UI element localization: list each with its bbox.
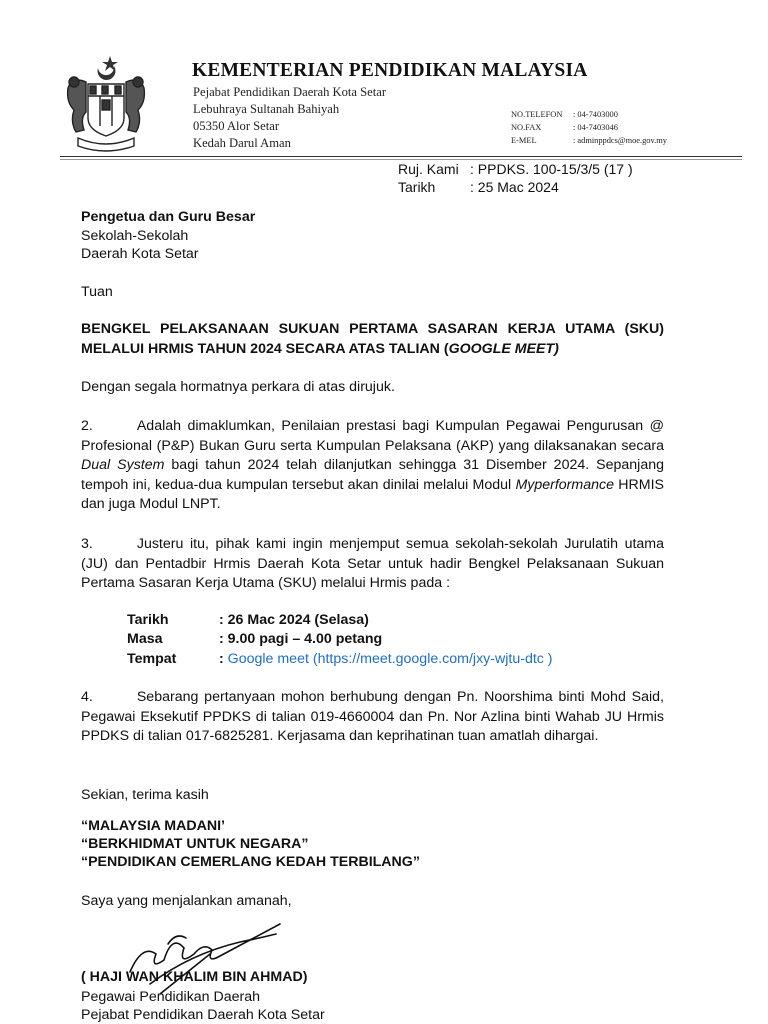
detail-value: : 9.00 pagi – 4.00 petang — [219, 631, 383, 647]
slogan-3: “PENDIDIKAN CEMERLANG KEDAH TERBILANG” — [81, 854, 420, 870]
address-line-3: 05350 Alor Setar — [193, 119, 280, 133]
signoff-line: Saya yang menjalankan amanah, — [81, 893, 292, 909]
detail-place-row — [127, 651, 553, 667]
paragraph-number: 4. — [81, 689, 93, 705]
contact-value: : adminppdcs@moe.gov.my — [573, 136, 667, 145]
ministry-name: KEMENTERIAN PENDIDIKAN MALAYSIA — [192, 60, 588, 81]
contact-fax — [511, 123, 711, 132]
address-line-2: Lebuhraya Sultanah Bahiyah — [193, 102, 340, 116]
paragraph-3-text: Justeru itu, pihak kami ingin menjemput semua sekolah-sekolah Jurulatih utama (JU) dan Pentadbir Hrmis Daerah Kota Setar untuk hadir Bengkel Pelaksanaan Sukuan Pertama Sasaran Kerja Utama (SKU) melalui Hrmis pada : — [81, 536, 664, 592]
signatory-title: Pegawai Pendidikan Daerah — [81, 989, 261, 1005]
paragraph-2-part-1: Adalah dimaklumkan, Penilaian prestasi bagi Kumpulan Pegawai Pengurusan @ Profesional (P&P) Bukan Guru serta Kumpulan Pelaksana (AKP) yang dilaksanakan secara — [81, 418, 664, 454]
subject-heading — [81, 320, 664, 359]
coat-of-arms-icon — [58, 52, 154, 156]
contact-email — [511, 136, 711, 145]
paragraph-4-text: Sebarang pertanyaan mohon berhubung dengan Pn. Noorshima binti Mohd Said, Pegawai Eksekutif PPDKS di talian 019-4660004 dan Pn. Nor Azlina binti Wahab JU Hrmis PPDKS di talian 017-6825281. Kerjasama dan keprihatinan tuan amatlah dihargai. — [81, 689, 664, 745]
detail-date-row — [127, 612, 369, 628]
detail-label: Tarikh — [127, 612, 169, 628]
subject-italic: GOOGLE MEET) — [448, 340, 559, 357]
detail-label: Tempat — [127, 651, 177, 667]
ref-value: : PPDKS. 100-15/3/5 (17 ) — [470, 161, 633, 177]
letterhead-divider-thin — [60, 159, 742, 160]
paragraph-2-italic-1: Dual System — [81, 457, 165, 474]
recipient-line-3: Daerah Kota Setar — [81, 246, 199, 262]
recipient-line-1: Pengetua dan Guru Besar — [81, 209, 256, 225]
contact-label: NO.TELEFON — [511, 110, 563, 119]
slogan-1: “MALAYSIA MADANI’ — [81, 818, 225, 834]
date-label: Tarikh — [398, 179, 436, 195]
contact-value: : 04-7403000 — [573, 110, 618, 119]
contact-value: : 04-7403046 — [573, 123, 618, 132]
address-line-4: Kedah Darul Aman — [193, 136, 291, 150]
signatory-name: ( HAJI WAN KHALIM BIN AHMAD) — [81, 969, 308, 985]
salutation: Tuan — [81, 284, 113, 300]
ref-label: Ruj. Kami — [398, 161, 459, 177]
detail-colon: : — [219, 651, 228, 667]
paragraph-2 — [81, 417, 664, 515]
contact-label: E-MEL — [511, 136, 537, 145]
paragraph-3 — [81, 535, 664, 594]
paragraph-2-italic-2: Myperformance — [515, 476, 614, 493]
paragraph-number: 2. — [81, 418, 93, 434]
google-meet-link[interactable]: Google meet (https://meet.google.com/jxy-wjtu-dtc ) — [227, 651, 553, 667]
contact-phone — [511, 110, 711, 119]
paragraph-2-part-3: HRMIS dan juga Modul LNPT. — [81, 476, 664, 513]
letterhead-divider — [60, 156, 742, 157]
slogan-2: “BERKHIDMAT UNTUK NEGARA” — [81, 836, 309, 852]
subject-text: BENGKEL PELAKSANAAN SUKUAN PERTAMA SASARAN KERJA UTAMA (SKU) MELALUI HRMIS TAHUN 2024 SECARA ATAS TALIAN ( — [81, 321, 664, 357]
opening-line: Dengan segala hormatnya perkara di atas dirujuk. — [81, 379, 395, 395]
recipient-line-2: Sekolah-Sekolah — [81, 228, 189, 244]
detail-label: Masa — [127, 631, 163, 647]
paragraph-4 — [81, 688, 664, 747]
paragraph-2-part-2: bagi tahun 2024 telah dilanjutkan sehingga 31 Disember 2024. Sepanjang tempoh ini, kedua-dua kumpulan tersebut akan dinilai melalui Modul — [81, 457, 664, 493]
paragraph-number: 3. — [81, 536, 93, 552]
closing-line: Sekian, terima kasih — [81, 787, 209, 803]
detail-time-row — [127, 631, 382, 647]
contact-label: NO.FAX — [511, 123, 542, 132]
detail-value: : 26 Mac 2024 (Selasa) — [219, 612, 369, 628]
date-value: : 25 Mac 2024 — [470, 179, 559, 195]
address-line-1: Pejabat Pendidikan Daerah Kota Setar — [193, 85, 387, 99]
signatory-office: Pejabat Pendidikan Daerah Kota Setar — [81, 1007, 325, 1023]
